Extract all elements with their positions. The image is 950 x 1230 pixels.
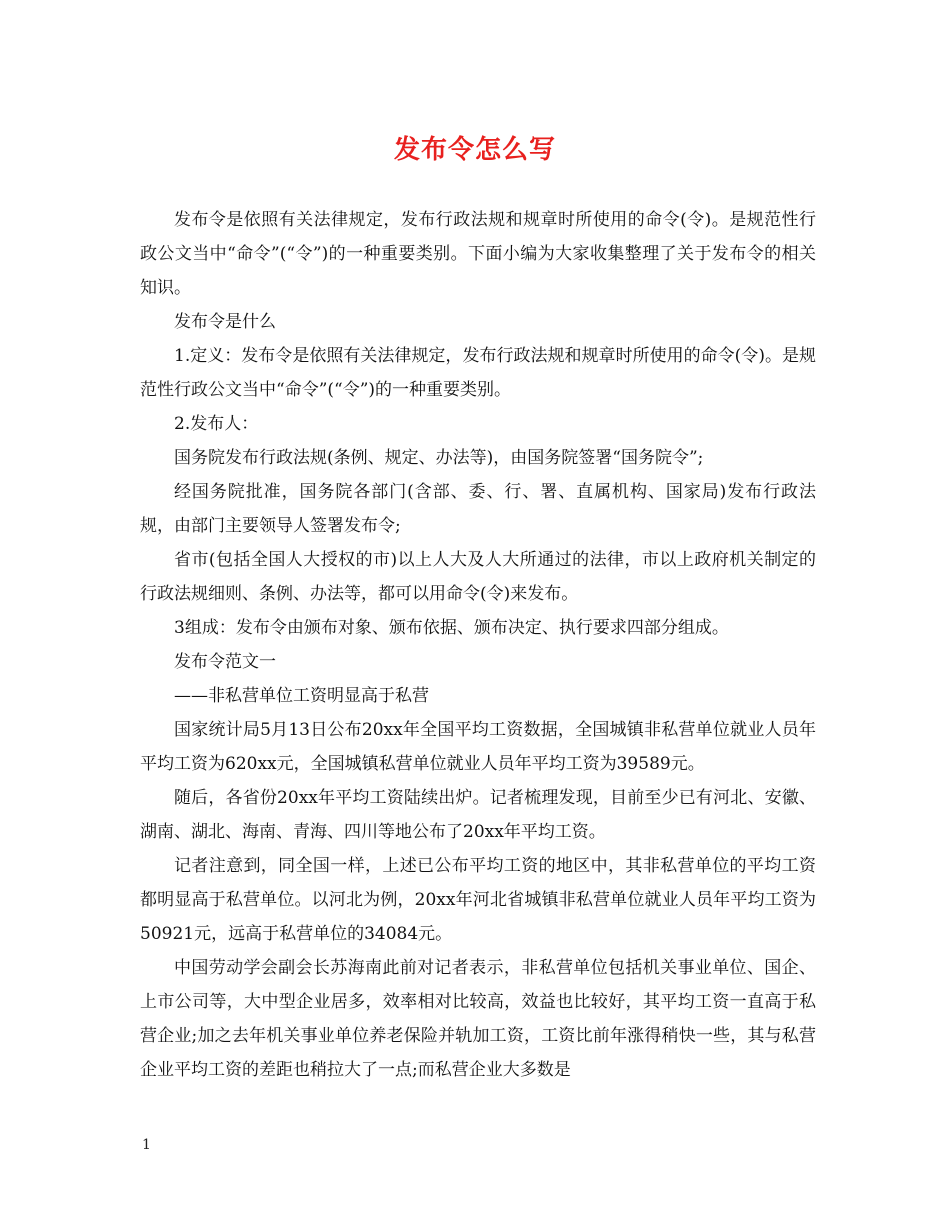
document-title: 发布令怎么写 xyxy=(393,135,556,165)
document-body xyxy=(140,203,816,1087)
paragraph: 2.发布人： xyxy=(174,414,259,434)
paragraph: 记者注意到，同全国一样，上述已公布平均工资的地区中，其非私营单位的平均工资都明显高于私营单位。以河北为例，20xx年河北省城镇非私营单位就业人员年平均工资为50921元，远高于私营单位的34084元。 xyxy=(140,856,816,944)
subtitle: ——非私营单位工资明显高于私营 xyxy=(174,686,429,706)
paragraph: 中国劳动学会副会长苏海南此前对记者表示，非私营单位包括机关事业单位、国企、上市公司等，大中型企业居多，效率相对比较高，效益也比较好，其平均工资一直高于私营企业;加之去年机关事业单位养老保险并轨加工资，工资比前年涨得稍快一些，其与私营企业平均工资的差距也稍拉大了一点;而私营企业大多数是 xyxy=(140,958,816,1080)
paragraph: 随后，各省份20xx年平均工资陆续出炉。记者梳理发现，目前至少已有河北、安徽、湖南、湖北、海南、青海、四川等地公布了20xx年平均工资。 xyxy=(140,788,816,842)
page-number: 1 xyxy=(142,1137,151,1153)
paragraph: 1.定义：发布令是依照有关法律规定，发布行政法规和规章时所使用的命令(令)。是规范性行政公文当中“命令”(“令”)的一种重要类别。 xyxy=(140,346,816,400)
paragraph: 发布令是依照有关法律规定，发布行政法规和规章时所使用的命令(令)。是规范性行政公文当中“命令”(“令”)的一种重要类别。下面小编为大家收集整理了关于发布令的相关知识。 xyxy=(140,210,816,298)
paragraph: 3组成：发布令由颁布对象、颁布依据、颁布决定、执行要求四部分组成。 xyxy=(174,618,729,638)
section-heading: 发布令是什么 xyxy=(174,312,276,332)
paragraph: 国务院发布行政法规(条例、规定、办法等)，由国务院签署“国务院令”; xyxy=(174,448,704,468)
paragraph: 国家统计局5月13日公布20xx年全国平均工资数据，全国城镇非私营单位就业人员年平均工资为620xx元，全国城镇私营单位就业人员年平均工资为39589元。 xyxy=(140,720,816,774)
paragraph: 经国务院批准，国务院各部门(含部、委、行、署、直属机构、国家局)发布行政法规，由部门主要领导人签署发布令; xyxy=(140,482,816,536)
paragraph: 省市(包括全国人大授权的市)以上人大及人大所通过的法律，市以上政府机关制定的行政法规细则、条例、办法等，都可以用命令(令)来发布。 xyxy=(140,550,816,604)
section-heading: 发布令范文一 xyxy=(174,652,276,672)
